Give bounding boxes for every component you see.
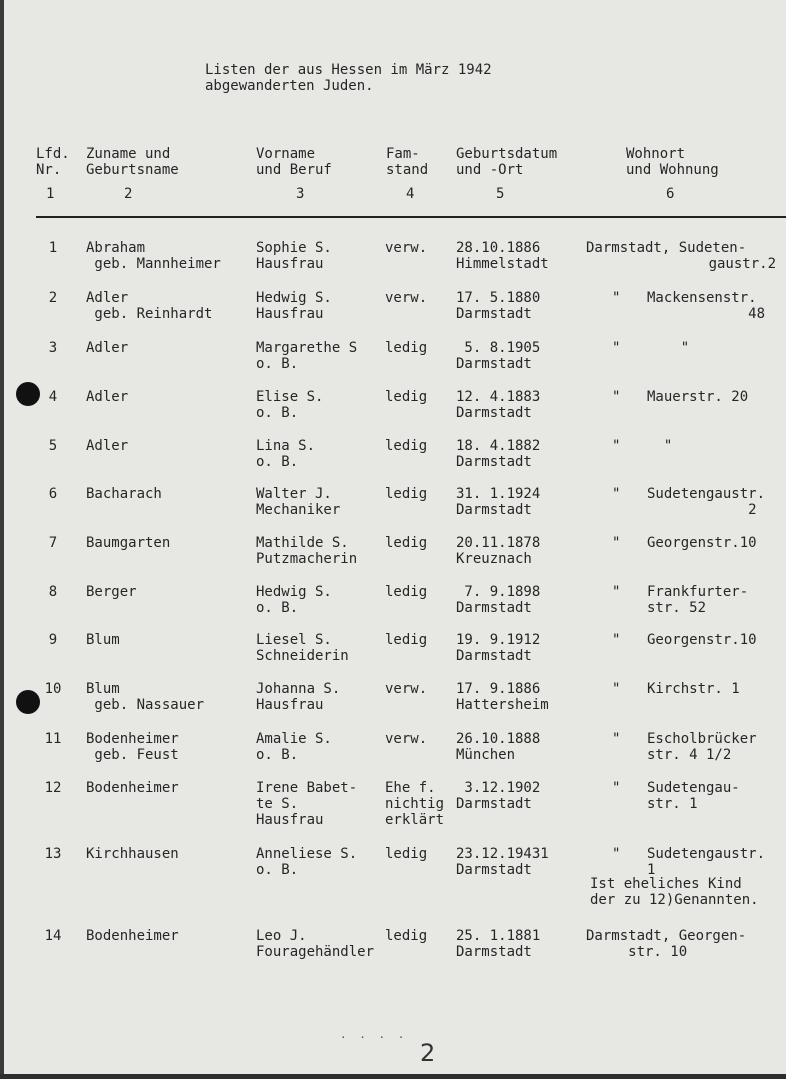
scan-speck: . . . .: [340, 1028, 408, 1041]
surname-cell: Bodenheimer geb. Feust: [86, 731, 179, 763]
header-birth-line-2: und -Ort: [456, 162, 524, 178]
marital-status-cell: Ehe f. nichtig erklärt: [385, 780, 445, 828]
surname-cell: Bodenheimer: [86, 780, 179, 796]
header-nr-line-2: Nr.: [36, 162, 62, 178]
surname-cell: Bacharach: [86, 486, 162, 502]
header-name-line-1: Zuname und: [86, 146, 171, 162]
birth-cell: 12. 4.1883 Darmstadt: [456, 389, 541, 421]
marital-status-cell: verw.: [385, 681, 428, 697]
surname-cell: Berger: [86, 584, 137, 600]
birth-cell: 7. 9.1898 Darmstadt: [456, 584, 541, 616]
birth-cell: 25. 1.1881 Darmstadt: [456, 928, 541, 960]
document-title: [205, 62, 492, 94]
firstname-occupation-cell: Mathilde S. Putzmacherin: [256, 535, 358, 567]
street-cell: Frankfurter- str. 52: [647, 584, 749, 616]
header-birth: [456, 146, 557, 178]
surname-cell: Blum: [86, 632, 120, 648]
marital-status-cell: verw.: [385, 240, 428, 256]
birth-cell: 3.12.1902 Darmstadt: [456, 780, 541, 812]
header-address-line-2: und Wohnung: [626, 162, 719, 178]
firstname-occupation-cell: Amalie S. o. B.: [256, 731, 332, 763]
birth-cell: 20.11.1878 Kreuznach: [456, 535, 541, 567]
firstname-occupation-cell: Elise S. o. B.: [256, 389, 324, 421]
birth-cell: 31. 1.1924 Darmstadt: [456, 486, 541, 518]
scan-edge-left: [0, 0, 4, 1079]
marital-status-cell: ledig: [385, 389, 428, 405]
birth-cell: 18. 4.1882 Darmstadt: [456, 438, 541, 470]
ditto-mark: ": [612, 389, 621, 405]
firstname-occupation-cell: Lina S. o. B.: [256, 438, 316, 470]
street-cell: Mackensenstr. 48: [647, 290, 766, 322]
ditto-mark: ": [612, 681, 621, 697]
residence-city-cell: Darmstadt, Georgen- str. 10: [586, 928, 747, 960]
firstname-occupation-cell: Sophie S. Hausfrau: [256, 240, 332, 272]
header-first: [256, 146, 332, 178]
header-address: [626, 146, 719, 178]
surname-cell: Adler: [86, 438, 129, 454]
ditto-mark: ": [612, 632, 621, 648]
street-cell: Escholbrücker str. 4 1/2: [647, 731, 757, 763]
col-number-2: 2: [124, 186, 133, 202]
street-cell: Kirchstr. 1: [647, 681, 740, 697]
row-number: 11: [44, 731, 62, 747]
marital-status-cell: ledig: [385, 438, 428, 454]
header-first-line-2: und Beruf: [256, 162, 332, 178]
col-number-5: 5: [496, 186, 505, 202]
ditto-mark: ": [612, 846, 621, 862]
street-cell: gaustr.2: [708, 256, 776, 272]
birth-cell: 26.10.1888 München: [456, 731, 541, 763]
surname-cell: Baumgarten: [86, 535, 171, 551]
street-cell: Sudetengau- str. 1: [647, 780, 740, 812]
birth-cell: 19. 9.1912 Darmstadt: [456, 632, 541, 664]
firstname-occupation-cell: Margarethe S o. B.: [256, 340, 358, 372]
firstname-occupation-cell: Johanna S. Hausfrau: [256, 681, 341, 713]
col-number-3: 3: [296, 186, 305, 202]
birth-cell: 23.12.19431 Darmstadt: [456, 846, 549, 878]
header-birth-line-1: Geburtsdatum: [456, 146, 558, 162]
header-address-line-1: Wohnort: [626, 146, 686, 162]
punch-hole-top: [16, 382, 40, 406]
surname-cell: Blum geb. Nassauer: [86, 681, 205, 713]
header-fam-line-2: stand: [386, 162, 429, 178]
marital-status-cell: ledig: [385, 486, 428, 502]
row-number: 2: [48, 290, 58, 306]
marital-status-cell: ledig: [385, 928, 428, 944]
ditto-mark: ": [612, 780, 621, 796]
header-nr-line-1: Lfd.: [36, 146, 70, 162]
row-number: 9: [48, 632, 58, 648]
street-cell: Sudetengaustr. 2: [647, 486, 766, 518]
birth-cell: 17. 5.1880 Darmstadt: [456, 290, 541, 322]
header-fam: [386, 146, 428, 178]
col-number-4: 4: [406, 186, 415, 202]
marital-status-cell: ledig: [385, 632, 428, 648]
row-number: 1: [48, 240, 58, 256]
ditto-mark: ": [612, 731, 621, 747]
street-cell: ": [647, 438, 673, 454]
firstname-occupation-cell: Irene Babet- te S. Hausfrau: [256, 780, 358, 828]
ditto-mark: ": [612, 535, 621, 551]
col-number-6: 6: [666, 186, 675, 202]
header-fam-line-1: Fam-: [386, 146, 420, 162]
row-number: 6: [48, 486, 58, 502]
birth-cell: 5. 8.1905 Darmstadt: [456, 340, 541, 372]
ditto-mark: ": [612, 438, 621, 454]
firstname-occupation-cell: Hedwig S. Hausfrau: [256, 290, 332, 322]
ditto-mark: ": [612, 486, 621, 502]
header-name: [86, 146, 179, 178]
street-cell: Sudetengaustr. 1: [647, 846, 766, 878]
surname-cell: Kirchhausen: [86, 846, 179, 862]
firstname-occupation-cell: Leo J. Fouragehändler: [256, 928, 375, 960]
row-number: 7: [48, 535, 58, 551]
surname-cell: Adler: [86, 340, 129, 356]
street-cell: Georgenstr.10: [647, 632, 757, 648]
marital-status-cell: ledig: [385, 340, 428, 356]
punch-hole-bottom: [16, 690, 40, 714]
surname-cell: Bodenheimer: [86, 928, 179, 944]
page-number: 2: [420, 1039, 436, 1067]
marital-status-cell: ledig: [385, 584, 428, 600]
marital-status-cell: verw.: [385, 731, 428, 747]
row-number: 12: [44, 780, 62, 796]
residence-city-cell: Darmstadt, Sudeten-: [586, 240, 747, 256]
ditto-mark: ": [612, 290, 621, 306]
surname-cell: Adler: [86, 389, 129, 405]
row-number: 8: [48, 584, 58, 600]
birth-cell: 28.10.1886 Himmelstadt: [456, 240, 549, 272]
marital-status-cell: ledig: [385, 535, 428, 551]
row-number: 10: [44, 681, 62, 697]
firstname-occupation-cell: Walter J. Mechaniker: [256, 486, 341, 518]
marital-status-cell: ledig: [385, 846, 428, 862]
row-number: 5: [48, 438, 58, 454]
street-cell: Georgenstr.10: [647, 535, 757, 551]
title-line-1: Listen der aus Hessen im März 1942: [205, 62, 492, 78]
surname-cell: Abraham geb. Mannheimer: [86, 240, 221, 272]
header-first-line-1: Vorname: [256, 146, 316, 162]
surname-cell: Adler geb. Reinhardt: [86, 290, 213, 322]
firstname-occupation-cell: Liesel S. Schneiderin: [256, 632, 349, 664]
row-number: 3: [48, 340, 58, 356]
ditto-mark: ": [612, 584, 621, 600]
header-nr: [36, 146, 70, 178]
firstname-occupation-cell: Hedwig S. o. B.: [256, 584, 332, 616]
note-row-13: Ist eheliches Kind der zu 12)Genannten.: [590, 876, 759, 908]
row-number: 4: [48, 389, 58, 405]
marital-status-cell: verw.: [385, 290, 428, 306]
col-number-1: 1: [46, 186, 55, 202]
birth-cell: 17. 9.1886 Hattersheim: [456, 681, 549, 713]
street-cell: Mauerstr. 20: [647, 389, 749, 405]
header-rule: [36, 216, 786, 218]
scan-edge-bottom: [0, 1074, 786, 1079]
ditto-mark: ": [612, 340, 621, 356]
title-line-2: abgewanderten Juden.: [205, 78, 374, 94]
header-name-line-2: Geburtsname: [86, 162, 179, 178]
row-number: 13: [44, 846, 62, 862]
street-cell: ": [647, 340, 690, 356]
row-number: 14: [44, 928, 62, 944]
firstname-occupation-cell: Anneliese S. o. B.: [256, 846, 358, 878]
